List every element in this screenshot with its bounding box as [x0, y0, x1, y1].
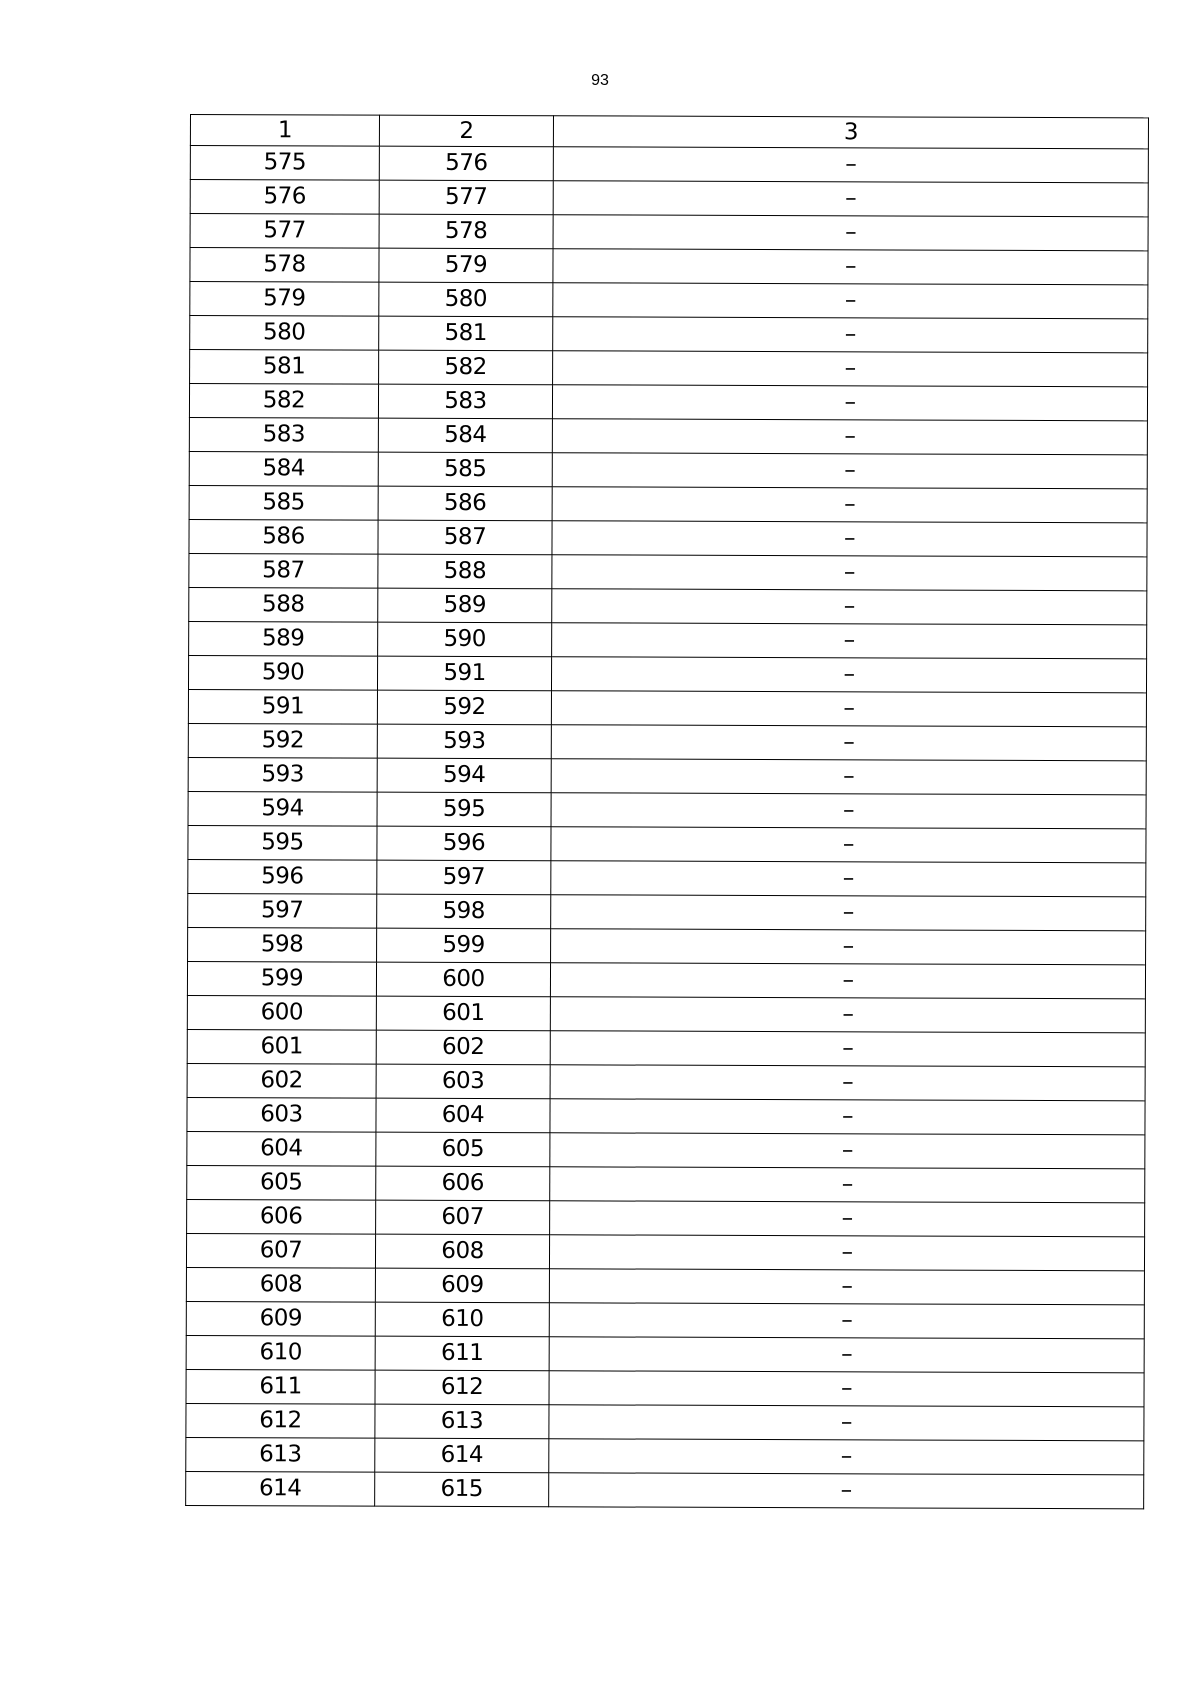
table-cell-col-3: – — [551, 759, 1146, 795]
table-cell-col-1: 595 — [188, 825, 377, 860]
table-row — [188, 791, 1146, 828]
table-cell-col-2: 606 — [376, 1166, 550, 1201]
table-row — [189, 519, 1147, 556]
column-header-2: 2 — [379, 115, 553, 147]
table-cell-col-3: – — [551, 827, 1146, 863]
table-cell-col-1: 587 — [189, 553, 378, 588]
table-cell-col-1: 582 — [189, 384, 378, 419]
table-cell-col-1: 593 — [188, 757, 377, 792]
table-cell-col-1: 596 — [188, 859, 377, 894]
table-cell-col-1: 613 — [186, 1437, 375, 1472]
table-cell-col-3: – — [549, 1235, 1144, 1271]
table-cell-col-1: 575 — [190, 146, 379, 181]
table-cell-col-2: 607 — [376, 1200, 550, 1235]
table-cell-col-2: 592 — [377, 690, 551, 725]
table-row — [186, 1369, 1144, 1406]
table-cell-col-3: – — [553, 317, 1148, 353]
table-cell-col-3: – — [552, 623, 1147, 659]
table-cell-col-3: – — [551, 929, 1146, 965]
table-cell-col-3: – — [549, 1439, 1144, 1475]
table-cell-col-1: 606 — [187, 1199, 376, 1234]
table-cell-col-2: 585 — [378, 452, 552, 487]
table-cell-col-2: 608 — [375, 1234, 549, 1269]
table-cell-col-1: 594 — [188, 791, 377, 826]
table-cell-col-3: – — [551, 895, 1146, 931]
table-cell-col-3: – — [550, 1201, 1145, 1237]
table-cell-col-3: – — [551, 691, 1146, 727]
table-cell-col-1: 603 — [187, 1097, 376, 1132]
table-cell-col-2: 580 — [379, 282, 553, 317]
table-cell-col-1: 600 — [187, 995, 376, 1030]
table-cell-col-3: – — [550, 1065, 1145, 1101]
table-cell-col-1: 590 — [188, 655, 377, 690]
table-row — [188, 893, 1146, 930]
table-cell-col-2: 605 — [376, 1132, 550, 1167]
table-row — [188, 723, 1146, 760]
table-cell-col-3: – — [553, 283, 1148, 319]
table-cell-col-3: – — [550, 1167, 1145, 1203]
table-cell-col-1: 584 — [189, 451, 378, 486]
table-cell-col-1: 588 — [189, 587, 378, 622]
table-row — [188, 927, 1146, 964]
table-cell-col-1: 605 — [187, 1165, 376, 1200]
table-row — [189, 621, 1147, 658]
table-row — [189, 417, 1147, 454]
table-cell-col-1: 576 — [190, 180, 379, 215]
table-cell-col-2: 578 — [379, 214, 553, 249]
column-header-1: 1 — [190, 115, 379, 147]
table-cell-col-3: – — [550, 997, 1145, 1033]
table-cell-col-3: – — [550, 1031, 1145, 1067]
table-row — [187, 1029, 1145, 1066]
table-row — [189, 384, 1147, 421]
table-cell-col-3: – — [552, 385, 1147, 421]
table-cell-col-3: – — [552, 521, 1147, 557]
table-cell-col-1: 578 — [190, 248, 379, 283]
column-header-3: 3 — [553, 116, 1148, 149]
table-row — [187, 1063, 1145, 1100]
table-cell-col-2: 588 — [378, 554, 552, 589]
table-cell-col-2: 599 — [377, 928, 551, 963]
table-row — [190, 180, 1148, 217]
table-cell-col-3: – — [552, 453, 1147, 489]
table-cell-col-1: 591 — [188, 689, 377, 724]
table-cell-col-2: 600 — [376, 962, 550, 997]
table-body — [186, 146, 1149, 1509]
table-cell-col-3: – — [552, 589, 1147, 625]
table-cell-col-1: 611 — [186, 1369, 375, 1404]
page-number: 93 — [591, 72, 609, 89]
table-cell-col-1: 599 — [187, 961, 376, 996]
data-table — [185, 114, 1149, 1509]
table-cell-col-3: – — [553, 215, 1148, 251]
table-row — [190, 316, 1148, 353]
table-cell-col-1: 608 — [186, 1267, 375, 1302]
table-header-row — [190, 115, 1148, 149]
table-cell-col-1: 585 — [189, 485, 378, 520]
table-row — [190, 282, 1148, 319]
table-cell-col-3: – — [551, 657, 1146, 693]
table-row — [188, 859, 1146, 896]
table-cell-col-2: 613 — [375, 1404, 549, 1439]
table-cell-col-1: 598 — [188, 927, 377, 962]
table-row — [188, 689, 1146, 726]
table-cell-col-2: 581 — [379, 316, 553, 351]
table-row — [187, 995, 1145, 1032]
table-row — [189, 553, 1147, 590]
table-cell-col-2: 577 — [379, 180, 553, 215]
table-cell-col-2: 590 — [378, 622, 552, 657]
table-cell-col-3: – — [552, 555, 1147, 591]
table-cell-col-2: 595 — [377, 792, 551, 827]
table-cell-col-3: – — [550, 963, 1145, 999]
table-row — [186, 1233, 1144, 1270]
table-cell-col-3: – — [551, 725, 1146, 761]
table-row — [187, 1165, 1145, 1202]
table-cell-col-3: – — [550, 1133, 1145, 1169]
table-cell-col-1: 597 — [188, 893, 377, 928]
table-cell-col-1: 579 — [190, 282, 379, 317]
table-cell-col-3: – — [552, 419, 1147, 455]
table-cell-col-2: 583 — [378, 384, 552, 419]
table-cell-col-3: – — [553, 147, 1148, 183]
table-row — [190, 146, 1148, 183]
table-row — [187, 1097, 1145, 1134]
table-row — [187, 1131, 1145, 1168]
table-row — [186, 1301, 1144, 1338]
table-row — [186, 1437, 1144, 1474]
table-cell-col-2: 611 — [375, 1336, 549, 1371]
table-cell-col-1: 610 — [186, 1335, 375, 1370]
table-cell-col-1: 589 — [189, 621, 378, 656]
table-cell-col-1: 614 — [186, 1471, 375, 1506]
table-row — [186, 1403, 1144, 1440]
table-cell-col-2: 603 — [376, 1064, 550, 1099]
table-cell-col-2: 594 — [377, 758, 551, 793]
table-cell-col-2: 598 — [377, 894, 551, 929]
table-row — [188, 825, 1146, 862]
table-cell-col-2: 589 — [378, 588, 552, 623]
table-row — [190, 214, 1148, 251]
table-cell-col-1: 581 — [190, 350, 379, 385]
table-cell-col-3: – — [552, 487, 1147, 523]
table-cell-col-2: 596 — [377, 826, 551, 861]
table-row — [188, 655, 1146, 692]
table-cell-col-1: 607 — [186, 1233, 375, 1268]
table-cell-col-3: – — [551, 793, 1146, 829]
table-cell-col-1: 580 — [190, 316, 379, 351]
table-row — [190, 248, 1148, 285]
table-cell-col-3: – — [549, 1371, 1144, 1407]
table-row — [186, 1335, 1144, 1372]
table-row — [187, 1199, 1145, 1236]
table-cell-col-3: – — [553, 181, 1148, 217]
table-cell-col-2: 593 — [377, 724, 551, 759]
table-cell-col-2: 587 — [378, 520, 552, 555]
table-row — [189, 485, 1147, 522]
table-cell-col-3: – — [553, 249, 1148, 285]
table-row — [187, 961, 1145, 998]
table-row — [189, 451, 1147, 488]
table-cell-col-2: 579 — [379, 248, 553, 283]
table-row — [190, 350, 1148, 387]
table-cell-col-3: – — [551, 861, 1146, 897]
table-row — [189, 587, 1147, 624]
table-cell-col-2: 610 — [375, 1302, 549, 1337]
table-cell-col-2: 609 — [375, 1268, 549, 1303]
table-cell-col-2: 612 — [375, 1370, 549, 1405]
table-cell-col-2: 586 — [378, 486, 552, 521]
table-cell-col-1: 592 — [188, 723, 377, 758]
table-cell-col-1: 604 — [187, 1131, 376, 1166]
table-cell-col-2: 582 — [379, 350, 553, 385]
table-cell-col-3: – — [549, 1269, 1144, 1305]
table-cell-col-2: 597 — [377, 860, 551, 895]
table-cell-col-1: 612 — [186, 1403, 375, 1438]
table-cell-col-3: – — [549, 1303, 1144, 1339]
table-cell-col-3: – — [550, 1099, 1145, 1135]
table-cell-col-1: 601 — [187, 1029, 376, 1064]
table-cell-col-2: 604 — [376, 1098, 550, 1133]
table-cell-col-2: 614 — [375, 1438, 549, 1473]
table-row — [186, 1471, 1144, 1508]
table-cell-col-3: – — [549, 1337, 1144, 1373]
table-cell-col-1: 583 — [189, 417, 378, 452]
table-cell-col-1: 577 — [190, 214, 379, 249]
table-cell-col-2: 615 — [375, 1472, 549, 1507]
table-cell-col-3: – — [549, 1405, 1144, 1441]
table-cell-col-3: – — [549, 1473, 1144, 1509]
table-cell-col-2: 601 — [376, 996, 550, 1031]
table-cell-col-2: 584 — [378, 418, 552, 453]
table-cell-col-1: 586 — [189, 519, 378, 554]
table-cell-col-1: 609 — [186, 1301, 375, 1336]
table-row — [186, 1267, 1144, 1304]
table-cell-col-3: – — [553, 351, 1148, 387]
table-cell-col-2: 576 — [379, 146, 553, 181]
table-cell-col-2: 591 — [377, 656, 551, 691]
table-row — [188, 757, 1146, 794]
table-cell-col-2: 602 — [376, 1030, 550, 1065]
table-cell-col-1: 602 — [187, 1063, 376, 1098]
